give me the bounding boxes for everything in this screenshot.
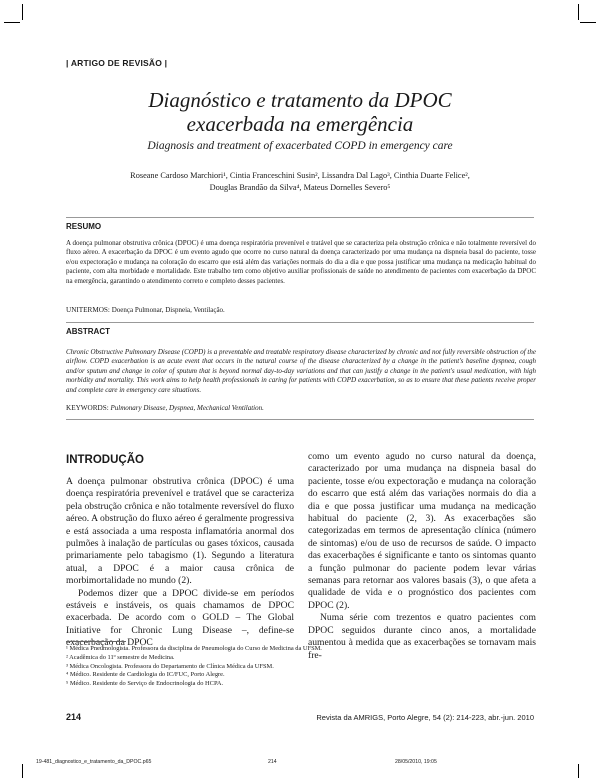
print-timestamp: 28/05/2010, 19:05 — [395, 759, 437, 765]
intro-left-column — [66, 476, 294, 650]
abstract-keywords-value: Pulmonary Disease, Dyspnea, Mechanical Ventilation. — [110, 404, 264, 412]
crop-mark-top-left-v — [22, 4, 23, 20]
author-list — [110, 170, 490, 194]
intro-left-paragraph-2: Podemos dizer que a DPOC divide-se em períodos estáveis e instáveis, os quais chamamos de DPOC exacerbada. De acordo com o GOLD – The Global Initiative for Chronic Lung Disease –, define-se exacerbação da DPOC — [66, 587, 294, 649]
footnote-1: ¹ Médica Pneumologista. Professora da disciplina de Pneumologia do Curso de Medicina da UFSM. — [66, 645, 322, 652]
footnote-5: ⁵ Médico. Residente do Serviço de Endocrinologia do HCPA. — [66, 680, 224, 688]
resumo-rule-top — [66, 217, 534, 218]
resumo-keywords — [66, 306, 536, 315]
article-subtitle: Diagnosis and treatment of exacerbated COPD in emergency care — [147, 140, 453, 152]
crop-mark-bottom-left-v — [22, 764, 23, 778]
footnote-4: ⁴ Médico. Residente de Cardiologia do IC/FUC, Porto Alegre. — [66, 671, 225, 679]
abstract-keywords — [66, 404, 536, 413]
title-line-2: exacerbada na emergência — [186, 112, 414, 136]
intro-right-paragraph-1: como um evento agudo no curso natural da doença, caracterizado por uma mudança na dispneia basal do paciente, tosse e/ou expectoração e mudança na coloração do escarro que está além das variações normais do dia a dia e que possa justificar uma mudança na medicação habitual do paciente (2, 3). As exacerbações são categorizadas em termos de apresentação clínica (número de sintomas) e/ou de uso de recursos de saúde. O impacto das exacerbações é significante e tanto os sintomas quanto a função pulmonar do paciente podem levar várias semanas para retornar aos valores basais (3), o que afeta a qualidade de vida e o prognóstico dos pacientes com DPOC (2). — [308, 451, 536, 611]
abstract-rule-bottom — [66, 419, 534, 420]
footnote-2: ² Acadêmica do 11º semestre de Medicina. — [66, 653, 175, 661]
resumo-keywords-label: UNITERMOS: — [66, 306, 110, 314]
title-line-1: Diagnóstico e tratamento da DPOC — [148, 88, 452, 112]
abstract-rule-top — [66, 322, 534, 323]
section-tag: | ARTIGO DE REVISÃO | — [66, 58, 168, 68]
crop-mark-top-right-v — [578, 4, 579, 20]
intro-left-paragraph-1: A doença pulmonar obstrutiva crônica (DPOC) é uma doença respiratória prevenível e tratável que se caracteriza pela obstrução crônica e não totalmente reversível do fluxo aéreo. A obstrução do fluxo aéreo é geralmente progressiva e está associada a uma resposta inflamatória anormal dos pulmões à inalação de partículas ou gases tóxicos, causada primariamente pelo tabagismo (1). Segundo a literatura atual, a DPOC é a maior causa crônica de morbimortalidade no mundo (2). — [66, 476, 294, 587]
abstract-keywords-label: KEYWORDS: — [66, 404, 109, 412]
resumo-keywords-value: Doença Pulmonar, Dispneia, Ventilação. — [111, 306, 225, 314]
article-title — [60, 88, 540, 136]
print-page-number: 214 — [268, 759, 277, 765]
crop-mark-top-left-h — [4, 22, 20, 23]
authors-line-1: Roseane Cardoso Marchiori¹, Cintia Franceschini Susin², Lissandra Dal Lago³, Cinthia Duarte Felice², — [130, 171, 470, 180]
authors-line-2: Douglas Brandão da Silva⁴, Mateus Dornelles Severo⁵ — [209, 183, 391, 192]
footnote-rule — [66, 641, 126, 642]
abstract-heading: ABSTRACT — [66, 327, 110, 336]
abstract-text: Chronic Obstructive Pulmonary Disease (COPD) is a preventable and treatable respiratory disease characterized by chronic and not fully reversible obstruction of the airflow. COPD exacerbation is an acute event that occurs in the natural course of the disease characterized by a change in the patient's baseline dyspnea, cough and/or sputum and change in color of sputum that is beyond normal day-to-day variations and that can justify a change in the patient's usual medication, with high morbidity and mortality. This work aims to help health professionals in caring for patients with COPD exacerbation, so as to ensure that these patients receive proper and complete care in emergency care situations. — [66, 348, 536, 394]
crop-mark-bottom-right-v — [578, 764, 579, 778]
print-file-name: 19-481_diagnostico_e_tratamento_da_DPOC.p65 — [36, 759, 152, 765]
footnotes — [66, 645, 536, 689]
resumo-text: A doença pulmonar obstrutiva crônica (DPOC) é uma doença respiratória prevenível e tratável que se caracteriza pela obstrução crônica e não totalmente reversível do fluxo aéreo. A exacerbação da DPOC é um evento agudo que ocorre no curso natural da doença caracterizado por uma mudança na dispneia basal do paciente, tosse e/ou expectoração e mudança na coloração do escarro que está além das variações normais do dia a dia e que possa justificar uma mudança na medicação habitual do paciente, com alta morbidade e mortalidade. Este trabalho tem como objetivo auxiliar profissionais de saúde no atendimento de pacientes com exacerbação da DPOC na emergência, garantindo o atendimento correto e completo desses pacientes. — [66, 239, 536, 285]
footnote-3: ³ Médica Oncologista. Professora do Departamento de Clínica Médica da UFSM. — [66, 662, 274, 670]
crop-mark-top-right-h — [580, 22, 596, 23]
intro-right-column — [308, 451, 536, 662]
journal-citation: Revista da AMRIGS, Porto Alegre, 54 (2): 214-223, abr.-jun. 2010 — [316, 713, 534, 722]
intro-right-paragraph-2: Numa série com trezentos e quatro pacientes com DPOC seguidos durante cinco anos, a mortalidade aumentou à medida que as exacerbações se tornavam mais fre- — [308, 612, 536, 661]
page-number: 214 — [66, 712, 82, 722]
intro-heading: INTRODUÇÃO — [66, 454, 144, 466]
resumo-heading: RESUMO — [66, 222, 102, 231]
